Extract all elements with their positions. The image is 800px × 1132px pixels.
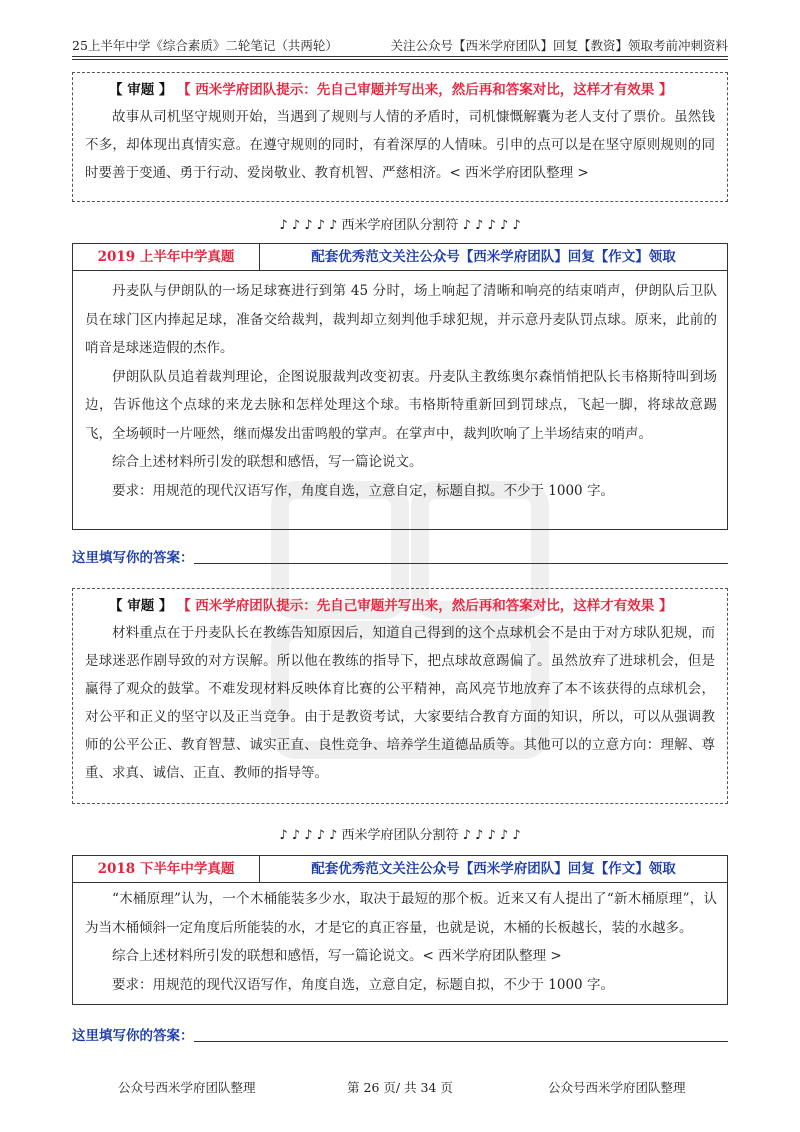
answer-label: 这里填写你的答案： (72, 1028, 194, 1044)
footer-right: 公众号西米学府团队整理 (548, 1080, 686, 1095)
page-number: 第 26 页/ 共 34 页 (347, 1080, 453, 1095)
review-heading (85, 593, 715, 619)
question-promo: 配套优秀范文关注公众号【西米学府团队】回复【作文】领取 (311, 249, 676, 265)
question-requirement: 要求：用规范的现代汉语写作，角度自选，立意自定，标题自拟。不少于 1000 字。 (112, 482, 614, 499)
answer-underline[interactable] (194, 563, 728, 564)
header-right: 关注公众号【西米学府团队】回复【教资】领取考前冲刺资料 (390, 38, 728, 53)
review-tip: 【 西米学府团队提示：先自己审题并写出来，然后再和答案对比，这样才有效果 】 (177, 598, 673, 614)
review-box-2 (72, 588, 728, 804)
question-promo: 配套优秀范文关注公众号【西米学府团队】回复【作文】领取 (311, 861, 676, 877)
review-paragraph: 故事从司机坚守规则开始，当遇到了规则与人情的矛盾时，司机慷慨解囊为老人支付了票价。虽然钱不多，却体现出真情实意。在遵守规则的同时，有着深厚的人情味。引申的点可以是在坚守原则规则的同时要善于变通、勇于行动、爱岗敬业、教育机智、严慈相济。< 西米学府团队整理 > (85, 109, 715, 181)
question-year: 2018 下半年中学真题 (73, 856, 260, 882)
answer-label: 这里填写你的答案： (72, 550, 194, 566)
answer-line-1[interactable] (72, 546, 728, 568)
review-box-1 (72, 72, 728, 202)
review-tip: 【 西米学府团队提示：先自己审题并写出来，然后再和答案对比，这样才有效果 】 (177, 82, 673, 98)
question-table-2018 (72, 855, 728, 1005)
header-rule-2 (72, 59, 728, 60)
review-heading (85, 77, 715, 103)
question-instruction: 综合上述材料所引发的联想和感悟，写一篇论说文。< 西米学府团队整理 > (112, 948, 562, 964)
review-label: 【 审题 】 (109, 82, 173, 98)
question-year: 2019 上半年中学真题 (73, 244, 260, 270)
header-left: 25上半年中学《综合素质》二轮笔记（共两轮） (72, 38, 338, 53)
question-header-row (73, 244, 727, 271)
question-requirement: 要求：用规范的现代汉语写作，角度自选，立意自定，标题自拟，不少于 1000 字。 (112, 976, 614, 993)
question-paragraph: 伊朗队队员追着裁判理论，企图说服裁判改变初衷。丹麦队主教练奥尔森悄悄把队长韦格斯特叫到场边，告诉他这个点球的来龙去脉和怎样处理这个球。韦格斯特重新回到罚球点，飞起一脚，将球故意踢飞，全场顿时一片哑然，继而爆发出雷鸣般的掌声。在掌声中，裁判吹响了上半场结束的哨声。 (85, 368, 717, 442)
question-paragraph: 丹麦队与伊朗队的一场足球赛进行到第 45 分时，场上响起了清晰和响亮的结束哨声，伊朗队后卫队员在球门区内捧起足球，准备交给裁判，裁判却立刻判他手球犯规，并示意丹麦队罚点球。原来，此前的哨音是球迷造假的杰作。 (85, 283, 717, 356)
question-body (73, 883, 727, 1007)
question-table-2019 (72, 243, 728, 530)
footer-left: 公众号西米学府团队整理 (118, 1080, 256, 1095)
answer-line-2[interactable] (72, 1024, 728, 1046)
question-paragraph: “木桶原理”认为，一个木桶能装多少水，取决于最短的那个板。近来又有人提出了“新木桶原理”，认为当木桶倾斜一定角度后所能装的水，才是它的真正容量，也就是说，木桶的长板越长，装的水越多。 (85, 891, 717, 936)
separator: ♪ ♪ ♪ ♪ ♪ 西米学府团队分割符 ♪ ♪ ♪ ♪ ♪ (279, 828, 521, 843)
review-label: 【 审题 】 (109, 598, 173, 614)
question-instruction: 综合上述材料所引发的联想和感悟，写一篇论说文。 (112, 454, 423, 470)
answer-underline[interactable] (194, 1041, 728, 1042)
header-rule (72, 56, 728, 57)
question-body (73, 271, 727, 513)
question-header-row (73, 856, 727, 883)
review-paragraph: 材料重点在于丹麦队长在教练告知原因后，知道自己得到的这个点球机会不是由于对方球队犯规，而是球迷恶作剧导致的对方误解。所以他在教练的指导下，把点球故意踢偏了。虽然放弃了进球机会，但是赢得了观众的鼓掌。不难发现材料反映体育比赛的公平精神，高风亮节地放弃了本不该获得的点球机会，对公平和正义的坚守以及正当竞争。由于是教资考试，大家要结合教育方面的知识，所以，可以从强调教师的公平公正、教育智慧、诚实正直、良性竞争、培养学生道德品质等。其他可以的立意方向：理解、尊重、求真、诚信、正直、教师的指导等。 (85, 625, 715, 781)
separator: ♪ ♪ ♪ ♪ ♪ 西米学府团队分割符 ♪ ♪ ♪ ♪ ♪ (279, 218, 521, 233)
page-header (72, 32, 728, 54)
